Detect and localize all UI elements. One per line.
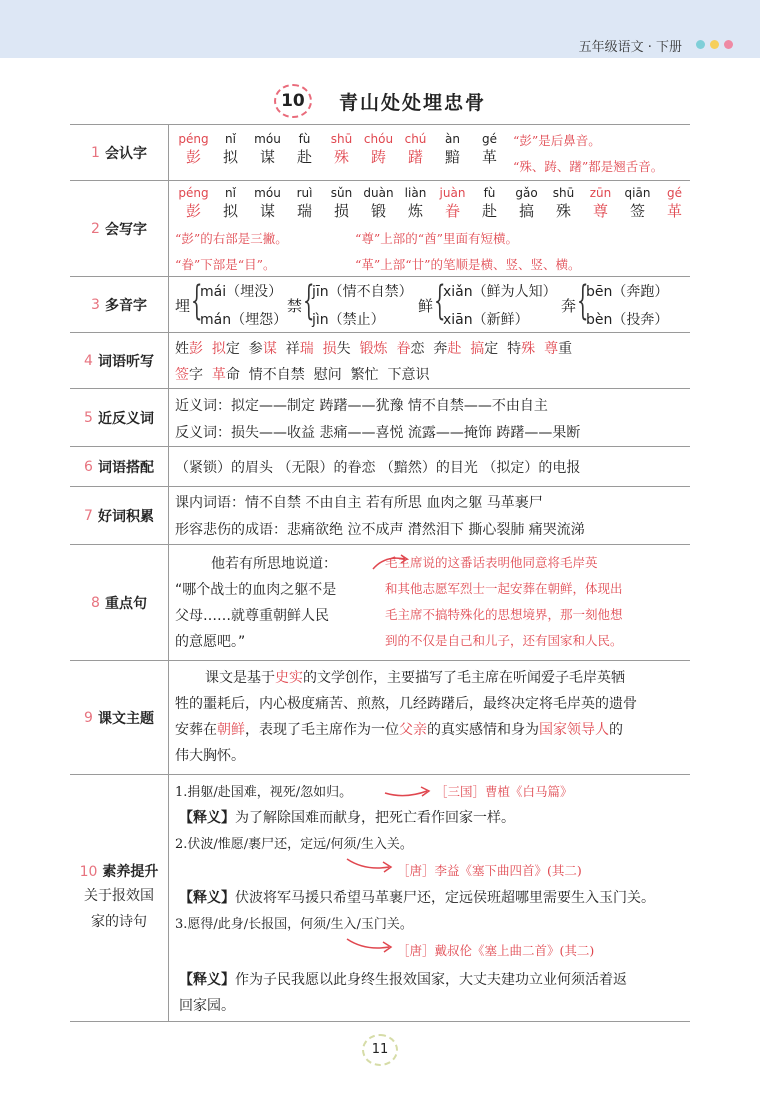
- text-segment: 的: [609, 722, 623, 738]
- hanzi: 眷: [444, 202, 460, 220]
- synonym-line: 近义词：拟定——制定 踌躇——犹豫 情不自禁——不由自主: [175, 398, 548, 414]
- text-segment: 赴: [447, 341, 462, 357]
- hanzi: 殊: [555, 202, 571, 220]
- poem-source: ［三国］曹植《白马篇》: [435, 784, 573, 799]
- text-segment: [461, 341, 470, 357]
- char-cell: [619, 185, 656, 221]
- text-segment: 安葬在: [175, 722, 217, 738]
- text-segment: 定 特: [484, 341, 522, 357]
- hanzi: 彭: [185, 202, 201, 220]
- poem-gloss: 回家园。: [179, 998, 235, 1014]
- hanzi: 踌: [370, 148, 386, 166]
- handwritten-note: “革”上部“廿”的笔顺是横、竖、竖、横。: [355, 257, 581, 272]
- pinyin: àn: [445, 132, 460, 146]
- row-label: 5 近反义词: [70, 389, 169, 447]
- lesson-header: [0, 84, 760, 118]
- hanzi: 锻: [370, 202, 386, 220]
- pinyin-grid: [175, 185, 693, 221]
- key-sentence-content: [175, 545, 686, 661]
- row-label: 6 词语搭配: [70, 447, 169, 487]
- text-segment: 恋 奔: [410, 341, 448, 357]
- char-cell: [471, 185, 508, 221]
- write-content: [175, 181, 686, 277]
- sentence-line: “哪个战士的血肉之躯不是: [175, 582, 337, 598]
- text-segment: 国家领导人: [539, 722, 609, 738]
- text-segment: 课文是基于: [205, 670, 275, 686]
- pinyin: chóu: [363, 132, 394, 146]
- row-poems: [70, 774, 690, 1022]
- char-cell: [323, 131, 360, 167]
- text-segment: 失: [336, 341, 360, 357]
- arrow-icon: [345, 855, 395, 875]
- hanzi: 谋: [259, 202, 275, 220]
- pinyin: qiān: [624, 186, 651, 200]
- hanzi: 躇: [407, 148, 423, 166]
- text-segment: 搞: [470, 341, 485, 357]
- char-cell: [323, 185, 360, 221]
- char-cell: [471, 131, 508, 167]
- hanzi: 签: [629, 202, 645, 220]
- text-segment: 彭: [189, 341, 203, 357]
- pinyin: liàn: [404, 186, 427, 200]
- hanzi: 赴: [481, 202, 497, 220]
- book-title: 五年级语文 · 下册: [578, 40, 682, 55]
- char-cell: [286, 131, 323, 167]
- dictation-line: [175, 338, 572, 358]
- dictation-line: [175, 364, 430, 384]
- row-key-sentence: [70, 544, 690, 661]
- handwritten-note: “彭”是后鼻音。: [513, 133, 601, 148]
- theme-content: [175, 661, 686, 775]
- char-cell: [360, 131, 397, 167]
- text-segment: 祥: [276, 341, 300, 357]
- handwritten-note: 毛主席不搞特殊化的思想境界，那一刻他想: [385, 607, 623, 622]
- poem-verse: 1.捐躯/赴国难，视死/忽如归。: [175, 785, 353, 800]
- handwritten-note: “尊”上部的“酋”里面有短横。: [355, 231, 519, 246]
- pinyin: péng: [178, 132, 209, 146]
- pinyin: péng: [178, 186, 209, 200]
- char-cell: [656, 185, 693, 221]
- pinyin: gǎo: [515, 186, 538, 200]
- handwritten-note: “殊、踌、躇”都是翘舌音。: [513, 159, 664, 174]
- lesson-title: 青山处处埋忠骨: [339, 91, 487, 114]
- hanzi: 损: [333, 202, 349, 220]
- row-label: 9 课文主题: [70, 661, 169, 775]
- char-cell: [175, 131, 212, 167]
- text-segment: 定 参: [225, 341, 263, 357]
- char-cell: [434, 185, 471, 221]
- text-segment: 重: [558, 341, 573, 357]
- text-segment: 朝鲜: [217, 722, 245, 738]
- row-theme: [70, 660, 690, 775]
- hanzi: 拟: [222, 148, 238, 166]
- poem-gloss: 作为子民我愿以此身终生报效国家，大丈夫建功立业何须活着返: [235, 972, 627, 988]
- text-segment: 的文学创作，主要描写了毛主席在听闻爱子毛岸英牺: [303, 670, 625, 686]
- pinyin: móu: [254, 132, 281, 146]
- poems-content: [175, 775, 686, 1021]
- text-segment: 尊: [544, 341, 559, 357]
- row-dictation: [70, 332, 690, 389]
- char-cell: [212, 185, 249, 221]
- pinyin: shū: [552, 186, 575, 200]
- dictation-content: [175, 333, 686, 389]
- pinyin-grid: [175, 131, 508, 167]
- row-polyphone: [70, 276, 690, 333]
- pinyin: shū: [330, 132, 353, 146]
- sentence-line: 他若有所思地说道：: [211, 556, 337, 572]
- pinyin: fù: [298, 132, 311, 146]
- hanzi: 拟: [222, 202, 238, 220]
- row-recognize: [70, 124, 690, 181]
- hanzi: 炼: [407, 202, 423, 220]
- dot-pink: [724, 40, 733, 49]
- antonym-line: 反义词：损失——收益 悲痛——喜悦 流露——掩饰 踌躇——果断: [175, 425, 581, 441]
- pinyin: gé: [482, 132, 497, 146]
- char-cell: [249, 185, 286, 221]
- char-cell: [212, 131, 249, 167]
- collocation-content: [175, 447, 686, 487]
- text-segment: 签: [175, 367, 189, 383]
- poem-source: ［唐］戴叔伦《塞上曲二首》(其二): [397, 943, 595, 958]
- pinyin: duàn: [363, 186, 394, 200]
- text-segment: 锻炼: [359, 341, 388, 357]
- hanzi: 革: [481, 148, 497, 166]
- text-segment: ，表现了毛主席作为一位: [245, 722, 399, 738]
- hanzi: 瑞: [296, 202, 312, 220]
- text-segment: 父亲: [399, 722, 427, 738]
- char-cell: [249, 131, 286, 167]
- row-label: 10 素养提升 关于报效国家的诗句: [70, 775, 169, 1021]
- synonyms-content: [175, 389, 686, 447]
- text-segment: 史实: [275, 670, 303, 686]
- row-synonyms: [70, 388, 690, 447]
- hanzi: 搞: [518, 202, 534, 220]
- handwritten-note: 毛主席说的这番话表明他同意将毛岸英: [385, 555, 598, 570]
- text-segment: 眷: [396, 341, 411, 357]
- char-cell: [397, 131, 434, 167]
- pinyin: sǔn: [330, 186, 353, 200]
- polyphone-content: 埋 { mái（埋没） mán（埋怨） 禁 { jīn（情不自禁） jìn（禁止） 鲜 { xiǎn（鲜为人知） xiān（新鲜） 奔 { bēn（奔跑） bèn（投奔）: [175, 278, 669, 328]
- collocation-line: （紧锁）的眉头 （无限）的眷恋 （黯然）的目光 （拟定）的电报: [175, 460, 581, 476]
- lesson-number: 10: [274, 84, 312, 118]
- hanzi: 谋: [259, 148, 275, 166]
- char-cell: [545, 185, 582, 221]
- pinyin: gé: [667, 186, 682, 200]
- arrow-icon: [383, 783, 433, 799]
- theme-line: 伟大胸怀。: [175, 748, 245, 764]
- theme-line: [175, 719, 623, 739]
- pinyin: zūn: [589, 186, 612, 200]
- gloss-label: 【释义】: [179, 972, 235, 988]
- recognize-content: [175, 125, 686, 181]
- pinyin: ruì: [296, 186, 313, 200]
- row-label: 7 好词积累: [70, 487, 169, 545]
- text-segment: 的真实感情和身为: [427, 722, 539, 738]
- arrow-icon: [345, 935, 395, 955]
- handwritten-note: “眷”下部是“目”。: [175, 257, 276, 272]
- good-words-content: [175, 487, 686, 545]
- pinyin: chú: [404, 132, 427, 146]
- hanzi: 彭: [185, 148, 201, 166]
- text-segment: 革: [211, 367, 226, 383]
- text-segment: 命 情不自禁 慰问 繁忙 下意识: [225, 367, 430, 383]
- text-segment: 字: [189, 367, 212, 383]
- hanzi: 黯: [444, 148, 460, 166]
- row-label: 4 词语听写: [70, 333, 169, 389]
- sentence-line: 的意愿吧。”: [175, 634, 246, 650]
- row-label: 3 多音字: [70, 277, 169, 333]
- poem-source: ［唐］李益《塞下曲四首》(其二): [397, 863, 582, 878]
- text-segment: [314, 341, 323, 357]
- handwritten-note: “彭”的右部是三撇。: [175, 231, 288, 246]
- text-segment: 谋: [262, 341, 277, 357]
- handwritten-note: 和其他志愿军烈士一起安葬在朝鲜，体现出: [385, 581, 623, 596]
- text-segment: [535, 341, 544, 357]
- sentence-line: 父母……就尊重朝鲜人民: [175, 608, 329, 624]
- char-cell: [286, 185, 323, 221]
- good-words-line: 课内词语：情不自禁 不由自主 若有所思 血肉之躯 马革裹尸: [175, 495, 543, 511]
- pinyin: móu: [254, 186, 281, 200]
- dot-yellow: [710, 40, 719, 49]
- char-cell: [175, 185, 212, 221]
- text-segment: 拟: [211, 341, 226, 357]
- pinyin: nǐ: [225, 186, 236, 200]
- text-segment: 损: [322, 341, 337, 357]
- row-collocation: [70, 446, 690, 487]
- poem-verse: 2.伏波/惟愿/裹尸还，定远/何须/生入关。: [175, 837, 413, 852]
- row-label: 1 会认字: [70, 125, 169, 181]
- hanzi: 赴: [296, 148, 312, 166]
- pinyin: nǐ: [225, 132, 236, 146]
- theme-line: 牲的噩耗后，内心极度痛苦、煎熬，几经踌躇后，最终决定将毛岸英的遗骨: [175, 696, 637, 712]
- char-cell: [360, 185, 397, 221]
- poem-gloss: 为了解除国难而献身，把死亡看作回家一样。: [235, 810, 515, 826]
- hanzi: 殊: [333, 148, 349, 166]
- row-label: 2 会写字: [70, 181, 169, 277]
- gloss-label: 【释义】: [179, 890, 235, 906]
- poem-verse: 3.愿得/此身/长报国，何须/生入/玉门关。: [175, 917, 413, 932]
- hanzi: 尊: [592, 202, 608, 220]
- text-segment: 瑞: [299, 341, 314, 357]
- gloss-label: 【释义】: [179, 810, 235, 826]
- good-words-line: 形容悲伤的成语：悲痛欲绝 泣不成声 潸然泪下 撕心裂肺 痛哭流涕: [175, 522, 585, 538]
- char-cell: [582, 185, 619, 221]
- char-cell: [508, 185, 545, 221]
- row-good-words: [70, 486, 690, 545]
- char-cell: [397, 185, 434, 221]
- char-cell: [434, 131, 471, 167]
- handwritten-note: 到的不仅是自己和儿子，还有国家和人民。: [385, 633, 623, 648]
- pinyin: fù: [483, 186, 496, 200]
- poem-gloss: 伏波将军马援只希望马革裹尸还，定远侯班超哪里需要生入玉门关。: [235, 890, 655, 906]
- text-segment: 殊: [521, 341, 536, 357]
- dot-teal: [696, 40, 705, 49]
- page-number: 11: [362, 1034, 398, 1066]
- row-write: [70, 180, 690, 277]
- pinyin: juàn: [439, 186, 466, 200]
- text-segment: [203, 341, 212, 357]
- row-sublabel: 关于报效国家的诗句: [84, 888, 154, 930]
- text-segment: 姓: [175, 341, 189, 357]
- hanzi: 革: [666, 202, 682, 220]
- row-label: 8 重点句: [70, 545, 169, 661]
- theme-line: [205, 667, 625, 687]
